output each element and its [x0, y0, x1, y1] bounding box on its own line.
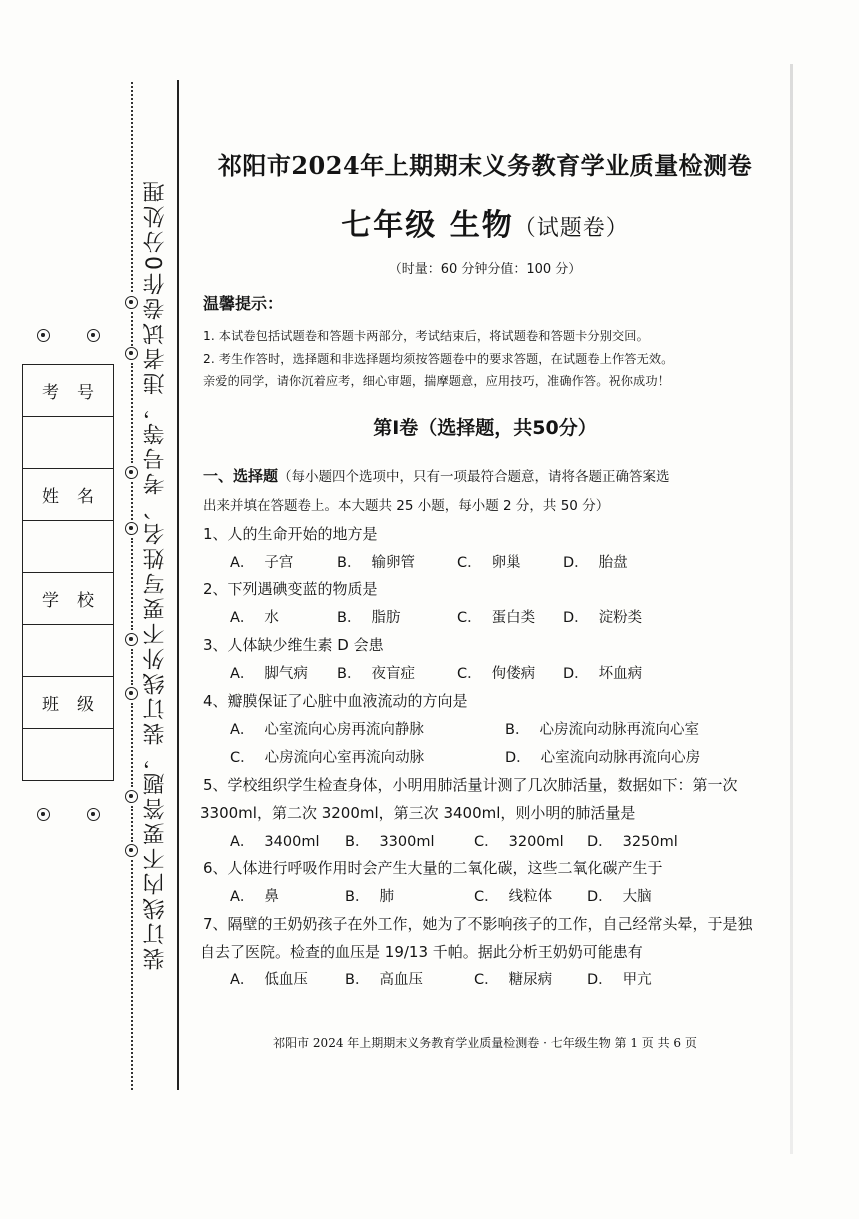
binding-solid-line	[177, 80, 179, 1090]
binding-hole-icon	[125, 633, 138, 646]
subject-name: 七年级 生物	[341, 208, 514, 243]
binding-hole-icon	[87, 329, 100, 342]
binding-dotted-line	[131, 82, 133, 292]
field-label-school: 学校	[23, 573, 114, 625]
question-option[interactable]: D． 甲亢	[587, 972, 652, 988]
question-option[interactable]: A． 3400ml	[230, 834, 320, 850]
question-option[interactable]: B． 心房流向动脉再流向心室	[505, 722, 699, 738]
binding-dotted-line	[131, 806, 133, 842]
section-instructions: 一、选择题（每小题四个选项中，只有一项最符合题意，请将各题正确答案选	[203, 467, 670, 485]
binding-dotted-line	[131, 703, 133, 787]
tips-title: 温馨提示：	[203, 294, 284, 313]
question-option[interactable]: A． 心室流向心房再流向静脉	[230, 722, 424, 738]
binding-hole-icon	[125, 522, 138, 535]
question-option[interactable]: B． 3300ml	[345, 834, 435, 850]
binding-hole-icon	[125, 790, 138, 803]
tip-item: 亲爱的同学，请你沉着应考，细心审题，揣摩题意，应用技巧，准确作答。祝你成功！	[203, 374, 670, 388]
question-option[interactable]: A． 低血压	[230, 972, 308, 988]
binding-dotted-line	[131, 538, 133, 630]
question-stem: 5、学校组织学生检查身体，小明用肺活量计测了几次肺活量，数据如下：第一次	[203, 776, 738, 794]
question-option[interactable]: A． 鼻	[230, 889, 279, 905]
question-option[interactable]: B． 肺	[345, 889, 394, 905]
field-input-name[interactable]	[23, 521, 114, 573]
question-option[interactable]: A． 脚气病	[230, 666, 308, 682]
binding-warning-text: 装订线内不要答题，装订线外不要写姓名、考号等，违者试卷作0分处理	[143, 178, 168, 970]
field-label-name: 姓名	[23, 469, 114, 521]
question-option[interactable]: A． 子宫	[230, 555, 294, 571]
binding-hole-icon	[87, 808, 100, 821]
question-option[interactable]: D． 胎盘	[563, 555, 628, 571]
question-stem-cont: 3300ml，第二次 3200ml，第三次 3400ml，则小明的肺活量是	[200, 804, 636, 822]
question-stem: 7、隔壁的王奶奶孩子在外工作，她为了不影响孩子的工作，自己经常头晕，于是独	[203, 915, 753, 933]
question-option[interactable]: C． 3200ml	[474, 834, 564, 850]
question-stem: 1、人的生命开始的地方是	[203, 525, 378, 543]
student-info-table	[22, 364, 114, 781]
tip-item: 2. 考生作答时，选择题和非选择题均须按答题卷中的要求答题，在试题卷上作答无效。	[203, 352, 674, 366]
binding-hole-icon	[125, 296, 138, 309]
question-option[interactable]: D． 3250ml	[587, 834, 678, 850]
question-option[interactable]: B． 脂肪	[337, 610, 401, 626]
binding-hole-icon	[125, 844, 138, 857]
binding-dotted-line	[131, 363, 133, 463]
section-title: 第Ⅰ卷（选择题，共50分）	[373, 417, 597, 439]
question-option[interactable]: D． 心室流向动脉再流向心房	[505, 750, 701, 766]
question-option[interactable]: C． 糖尿病	[474, 972, 553, 988]
exam-title: 祁阳市2024年上期期末义务教育学业质量检测卷	[217, 151, 753, 180]
question-option[interactable]: D． 大脑	[587, 889, 652, 905]
exam-subtitle	[190, 200, 780, 244]
field-label-class: 班级	[23, 677, 114, 729]
page-edge-shadow	[790, 64, 793, 1154]
field-label-exam-number: 考号	[23, 365, 114, 417]
section-instructions-cont: 出来并填在答题卷上。本大题共 25 小题，每小题 2 分，共 50 分）	[203, 498, 610, 514]
question-stem-cont: 自去了医院。检查的血压是 19/13 千帕。据此分析王奶奶可能患有	[200, 943, 643, 961]
binding-hole-icon	[37, 808, 50, 821]
question-stem: 4、瓣膜保证了心脏中血液流动的方向是	[203, 692, 468, 710]
binding-dotted-line	[131, 312, 133, 346]
field-input-class[interactable]	[23, 729, 114, 781]
binding-hole-icon	[125, 687, 138, 700]
field-input-exam-number[interactable]	[23, 417, 114, 469]
question-option[interactable]: D． 坏血病	[563, 666, 643, 682]
paper-type: （试题卷）	[513, 216, 629, 241]
binding-hole-icon	[125, 466, 138, 479]
question-option[interactable]: D． 淀粉类	[563, 610, 643, 626]
question-option[interactable]: B． 高血压	[345, 972, 423, 988]
binding-dotted-line	[131, 649, 133, 685]
binding-hole-icon	[125, 347, 138, 360]
question-option[interactable]: C． 线粒体	[474, 889, 553, 905]
question-stem: 3、人体缺少维生素 D 会患	[203, 636, 384, 654]
question-option[interactable]: C． 蛋白类	[457, 610, 536, 626]
binding-hole-icon	[37, 329, 50, 342]
question-option[interactable]: B． 输卵管	[337, 555, 415, 571]
field-input-school[interactable]	[23, 625, 114, 677]
question-option[interactable]: B． 夜盲症	[337, 666, 415, 682]
section-heading: 一、选择题	[203, 467, 279, 485]
question-stem: 2、下列遇碘变蓝的物质是	[203, 580, 378, 598]
page-footer: 祁阳市 2024 年上期期末义务教育学业质量检测卷 · 七年级生物 第 1 页 共 6 页	[273, 1036, 697, 1050]
question-option[interactable]: C． 卵巢	[457, 555, 521, 571]
question-stem: 6、人体进行呼吸作用时会产生大量的二氧化碳，这些二氧化碳产生于	[203, 859, 663, 877]
exam-timing: （时量：60 分钟分值：100 分）	[388, 262, 582, 277]
tip-item: 1. 本试卷包括试题卷和答题卡两部分，考试结束后，将试题卷和答题卡分别交回。	[203, 329, 649, 343]
question-option[interactable]: C． 心房流向心室再流向动脉	[230, 750, 425, 766]
binding-dotted-line	[131, 860, 133, 1090]
binding-dotted-line	[131, 482, 133, 520]
question-option[interactable]: C． 佝偻病	[457, 666, 536, 682]
question-option[interactable]: A． 水	[230, 610, 279, 626]
